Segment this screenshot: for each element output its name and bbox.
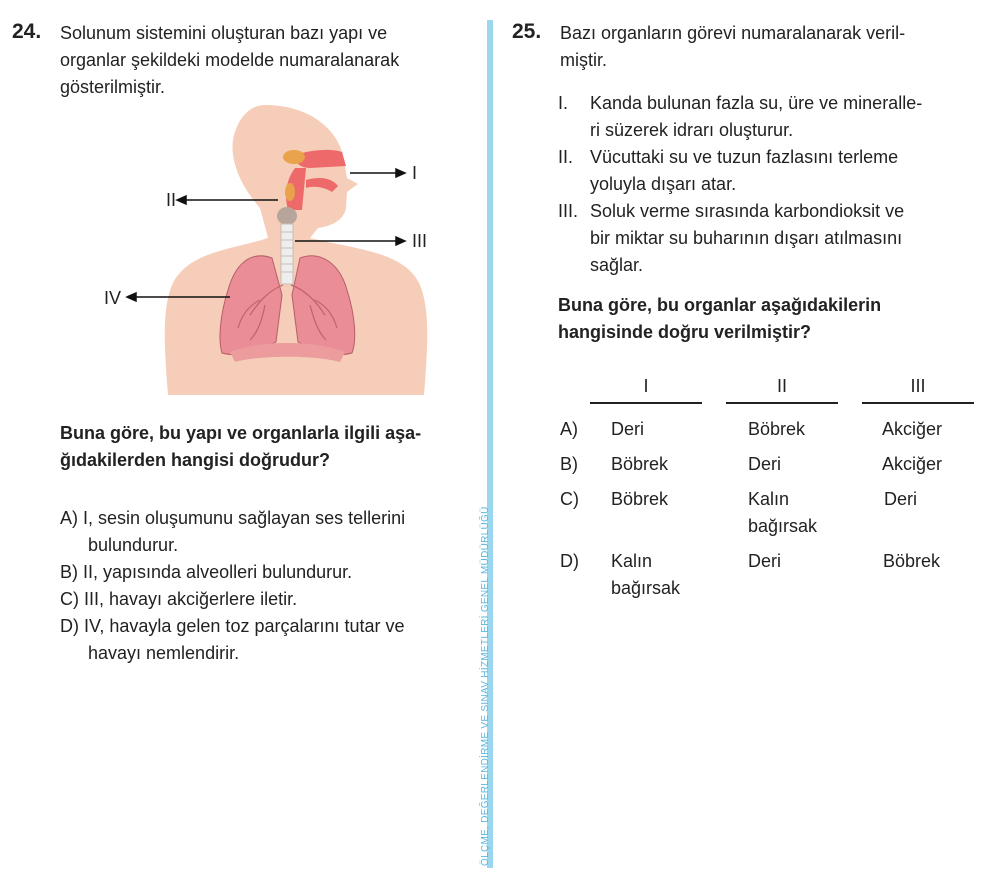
larynx <box>277 207 297 225</box>
q25-option-b-letter[interactable]: B) <box>560 454 578 474</box>
item-number: II. <box>558 147 574 167</box>
q24-option-b[interactable]: B) II, yapısında alveolleri bulundurur. <box>60 562 353 582</box>
trachea <box>281 224 293 284</box>
q25-option-c-letter[interactable]: C) <box>560 489 579 509</box>
q24-question-line: Buna göre, bu yapı ve organlarla ilgili aşa- <box>60 423 422 443</box>
header-rule <box>862 402 974 404</box>
table-header-I: I <box>643 376 649 396</box>
q25-option-b-col1: Böbrek <box>611 454 669 474</box>
option-text: D) IV, havayla gelen toz parçalarını tutar ve <box>60 616 405 636</box>
cell-line: Kalın <box>748 489 790 509</box>
item-text: Soluk verme sırasında karbondioksit ve <box>590 201 905 221</box>
q25-intro <box>560 20 905 74</box>
q25-question <box>558 292 881 346</box>
q25-intro-line: Bazı organların görevi numaralanarak veril- <box>560 23 906 43</box>
q25-item-3 <box>558 198 978 279</box>
item-text: ri süzerek idrarı oluşturur. <box>590 120 794 140</box>
arrow-head <box>396 169 405 177</box>
q24-question-line: ğıdakilerden hangisi doğrudur? <box>60 450 331 470</box>
q25-option-d-letter[interactable]: D) <box>560 551 579 571</box>
q25-option-d-col1 <box>611 548 680 602</box>
q24-intro <box>60 20 399 101</box>
cell-line: bağırsak <box>611 578 681 598</box>
item-number: III. <box>558 201 579 221</box>
header-rule <box>726 402 838 404</box>
q24-intro-line: Solunum sistemini oluşturan bazı yapı ve <box>60 23 388 43</box>
arrow-head <box>127 293 136 301</box>
option-text: A) I, sesin oluşumunu sağlayan ses tellerini <box>60 508 406 528</box>
item-number: I. <box>558 93 569 113</box>
cell-line: bağırsak <box>748 516 818 536</box>
q24-number: 24. <box>12 20 42 43</box>
q24-options <box>60 505 405 667</box>
label-III: III <box>412 231 428 251</box>
arrow-head <box>396 237 405 245</box>
sidebar-publisher-text: ÖLÇME, DEĞERLENDİRME VE SINAV HİZMETLERİ GENEL MÜDÜRLÜĞÜ <box>480 506 491 866</box>
q25-option-c-col2 <box>748 486 817 540</box>
table-header-II: II <box>776 376 787 396</box>
q25-option-d-col2: Deri <box>748 551 782 571</box>
q25-intro-line: miştir. <box>560 50 607 70</box>
q25-number: 25. <box>512 20 542 43</box>
label-II: II <box>166 190 177 210</box>
q25-option-a-col1: Deri <box>611 419 645 439</box>
epiglottis <box>285 183 295 201</box>
arrow-head <box>177 196 186 204</box>
q24-question <box>60 420 421 474</box>
q25-question-line: hangisinde doğru verilmiştir? <box>558 322 812 342</box>
q25-option-a-col3: Akciğer <box>882 419 943 439</box>
q25-item-1 <box>558 90 978 144</box>
q25-option-b-col2: Deri <box>748 454 782 474</box>
item-text: yoluyla dışarı atar. <box>590 174 737 194</box>
q24-option-a[interactable] <box>60 505 405 559</box>
header-rule <box>590 402 702 404</box>
q25-option-b-col3: Akciğer <box>882 454 943 474</box>
option-text: havayı nemlendirir. <box>88 643 240 663</box>
q24-intro-line: organlar şekildeki modelde numaralanarak <box>60 50 400 70</box>
item-text: bir miktar su buharının dışarı atılmasını <box>590 228 903 248</box>
label-I: I <box>412 163 418 183</box>
label-IV: IV <box>104 288 122 308</box>
sinus <box>283 150 305 164</box>
q25-option-d-col3: Böbrek <box>883 551 941 571</box>
respiratory-system-illustration <box>100 100 440 400</box>
q25-items <box>558 90 978 279</box>
q24-option-c[interactable]: C) III, havayı akciğerlere iletir. <box>60 589 298 609</box>
q25-option-c-col1: Böbrek <box>611 489 669 509</box>
q24-option-d[interactable] <box>60 613 405 667</box>
q24-intro-line: gösterilmiştir. <box>60 77 166 97</box>
q25-item-2 <box>558 144 978 198</box>
item-text: Kanda bulunan fazla su, üre ve mineralle- <box>590 93 923 113</box>
option-text: bulundurur. <box>88 535 179 555</box>
table-header-III: III <box>910 376 926 396</box>
q25-option-c-col3: Deri <box>884 489 918 509</box>
cell-line: Kalın <box>611 551 653 571</box>
q25-option-a-letter[interactable]: A) <box>560 419 578 439</box>
q25-option-a-col2: Böbrek <box>748 419 806 439</box>
item-text: Vücuttaki su ve tuzun fazlasını terleme <box>590 147 899 167</box>
item-text: sağlar. <box>590 255 644 275</box>
q25-question-line: Buna göre, bu organlar aşağıdakilerin <box>558 295 882 315</box>
